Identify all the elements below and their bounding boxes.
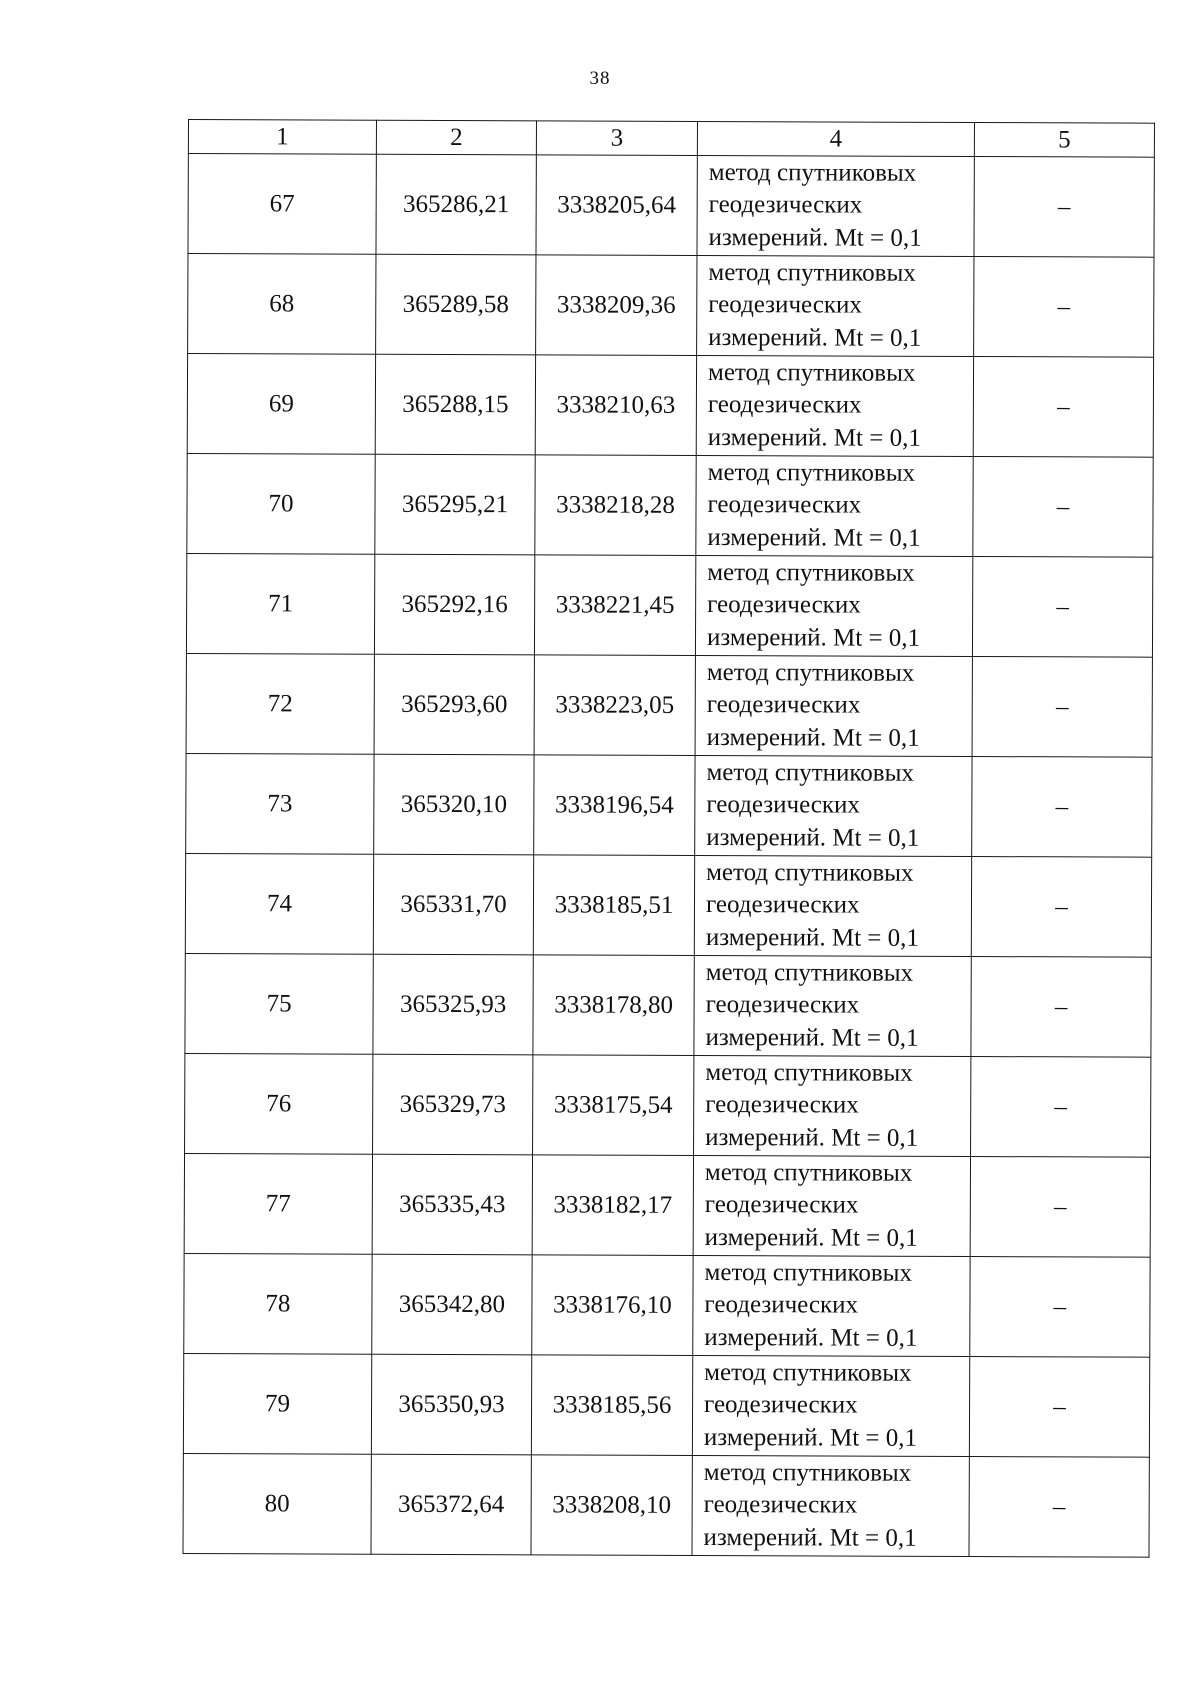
- table-row: [188, 254, 1154, 358]
- method-line: метод спутниковых: [706, 758, 914, 787]
- method-line: геодезических: [705, 1091, 859, 1119]
- method-cell: [693, 1255, 970, 1356]
- x-coordinate-cell: 365286,21: [376, 154, 536, 255]
- x-coordinate-cell: 365320,10: [374, 754, 534, 855]
- table-row: [186, 753, 1152, 857]
- y-coordinate-cell: 3338205,64: [536, 155, 697, 256]
- method-line: метод спутниковых: [707, 558, 915, 587]
- x-coordinate-cell: 365335,43: [372, 1154, 532, 1255]
- method-cell: [693, 1155, 970, 1256]
- y-coordinate-cell: 3338209,36: [536, 255, 697, 356]
- method-line: измерений. Mt = 0,1: [707, 423, 921, 452]
- x-coordinate-cell: 365331,70: [373, 854, 533, 955]
- x-coordinate-cell: 365325,93: [373, 954, 533, 1055]
- method-cell: [692, 1455, 969, 1556]
- point-number-cell: 76: [185, 1053, 373, 1154]
- method-line: геодезических: [707, 391, 862, 419]
- method-cell: [694, 955, 971, 1056]
- method-cell: [695, 755, 972, 856]
- method-cell: [694, 855, 971, 956]
- y-coordinate-cell: 3338182,17: [532, 1155, 693, 1256]
- column-header-3: 3: [536, 121, 697, 156]
- y-coordinate-cell: 3338185,56: [531, 1355, 692, 1456]
- method-line: метод спутниковых: [704, 1358, 912, 1387]
- x-coordinate-cell: 365295,21: [375, 454, 535, 555]
- point-number-cell: 69: [187, 354, 375, 455]
- method-line: метод спутниковых: [705, 1058, 913, 1087]
- method-line: метод спутниковых: [704, 1258, 913, 1287]
- table-row: [187, 354, 1153, 458]
- coordinates-table: [182, 119, 1155, 1558]
- method-line: измерений. Mt = 0,1: [703, 1523, 917, 1552]
- note-cell: –: [969, 1357, 1149, 1458]
- point-number-cell: 78: [184, 1253, 372, 1354]
- method-line: метод спутниковых: [705, 958, 914, 987]
- method-line: геодезических: [707, 491, 862, 519]
- method-line: геодезических: [707, 591, 861, 619]
- note-cell: –: [971, 1057, 1151, 1158]
- note-cell: –: [972, 557, 1152, 658]
- y-coordinate-cell: 3338210,63: [535, 355, 696, 456]
- method-line: метод спутниковых: [703, 1458, 912, 1487]
- method-line: измерений. Mt = 0,1: [707, 523, 921, 552]
- point-number-cell: 77: [184, 1153, 372, 1254]
- method-line: измерений. Mt = 0,1: [706, 623, 921, 652]
- note-cell: –: [969, 1457, 1149, 1558]
- table-row: [186, 553, 1152, 657]
- note-cell: –: [973, 457, 1153, 558]
- method-line: метод спутниковых: [707, 358, 916, 387]
- column-header-1: 1: [188, 120, 376, 155]
- method-line: измерений. Mt = 0,1: [705, 1123, 919, 1152]
- y-coordinate-cell: 3338175,54: [533, 1055, 694, 1156]
- method-line: геодезических: [706, 691, 861, 719]
- method-cell: [695, 655, 972, 756]
- y-coordinate-cell: 3338208,10: [531, 1455, 692, 1556]
- note-cell: –: [974, 257, 1154, 358]
- page-number: 38: [589, 68, 611, 89]
- method-line: метод спутниковых: [708, 158, 917, 187]
- y-coordinate-cell: 3338218,28: [535, 455, 696, 556]
- y-coordinate-cell: 3338178,80: [533, 955, 694, 1056]
- method-cell: [697, 255, 974, 356]
- note-cell: –: [971, 857, 1151, 958]
- note-cell: –: [970, 1257, 1150, 1358]
- x-coordinate-cell: 365292,16: [374, 554, 534, 655]
- method-line: измерений. Mt = 0,1: [708, 323, 922, 352]
- method-line: геодезических: [704, 1191, 859, 1219]
- table-row: [188, 154, 1154, 258]
- method-cell: [696, 355, 973, 456]
- y-coordinate-cell: 3338196,54: [534, 755, 695, 856]
- x-coordinate-cell: 365350,93: [371, 1354, 531, 1455]
- table-row: [186, 653, 1152, 757]
- table-row: [183, 1353, 1149, 1457]
- method-line: метод спутниковых: [704, 1158, 913, 1187]
- note-cell: –: [972, 657, 1152, 758]
- method-line: геодезических: [708, 191, 863, 219]
- point-number-cell: 70: [187, 453, 375, 554]
- y-coordinate-cell: 3338185,51: [533, 855, 694, 956]
- method-line: геодезических: [703, 1491, 858, 1519]
- method-line: измерений. Mt = 0,1: [708, 223, 922, 252]
- note-cell: –: [972, 757, 1152, 858]
- point-number-cell: 68: [188, 254, 376, 355]
- x-coordinate-cell: 365293,60: [374, 654, 534, 755]
- method-line: геодезических: [704, 1291, 859, 1319]
- note-cell: –: [973, 357, 1153, 458]
- table-row: [183, 1453, 1149, 1557]
- method-line: измерений. Mt = 0,1: [705, 1023, 919, 1052]
- method-line: измерений. Mt = 0,1: [704, 1323, 918, 1352]
- table-row: [185, 1053, 1151, 1157]
- x-coordinate-cell: 365329,73: [373, 1054, 533, 1155]
- x-coordinate-cell: 365289,58: [376, 254, 536, 355]
- x-coordinate-cell: 365288,15: [375, 354, 535, 455]
- point-number-cell: 75: [185, 953, 373, 1054]
- y-coordinate-cell: 3338221,45: [534, 555, 695, 656]
- column-header-2: 2: [376, 120, 536, 155]
- table-row: [187, 453, 1153, 557]
- method-line: измерений. Mt = 0,1: [703, 1423, 918, 1452]
- column-header-4: 4: [697, 121, 974, 156]
- note-cell: –: [970, 1157, 1150, 1258]
- table-row: [184, 1153, 1150, 1257]
- method-line: геодезических: [705, 991, 860, 1019]
- point-number-cell: 80: [183, 1453, 371, 1554]
- point-number-cell: 67: [188, 154, 376, 255]
- table-row: [185, 953, 1151, 1057]
- table-header: [188, 120, 1154, 158]
- table-row: [184, 1253, 1150, 1357]
- column-header-5: 5: [974, 123, 1154, 158]
- table-body: [183, 154, 1154, 1558]
- point-number-cell: 79: [183, 1353, 371, 1454]
- method-line: геодезических: [705, 891, 860, 919]
- method-line: метод спутниковых: [706, 658, 915, 687]
- method-line: измерений. Mt = 0,1: [705, 923, 919, 952]
- x-coordinate-cell: 365342,80: [372, 1254, 532, 1355]
- note-cell: –: [974, 157, 1154, 258]
- method-line: геодезических: [708, 291, 862, 319]
- method-cell: [692, 1355, 969, 1456]
- y-coordinate-cell: 3338176,10: [532, 1255, 693, 1356]
- method-line: геодезических: [704, 1391, 858, 1419]
- method-line: геодезических: [706, 791, 861, 819]
- table-row: [185, 853, 1151, 957]
- point-number-cell: 72: [186, 653, 374, 754]
- method-cell: [696, 455, 973, 556]
- method-cell: [694, 1055, 971, 1156]
- method-line: метод спутниковых: [706, 858, 914, 887]
- method-line: метод спутниковых: [708, 258, 916, 287]
- method-cell: [697, 155, 974, 256]
- point-number-cell: 74: [185, 853, 373, 954]
- y-coordinate-cell: 3338223,05: [534, 655, 695, 756]
- method-line: измерений. Mt = 0,1: [704, 1223, 918, 1252]
- method-line: измерений. Mt = 0,1: [706, 823, 920, 852]
- header-row: [188, 120, 1154, 158]
- method-cell: [695, 555, 972, 656]
- x-coordinate-cell: 365372,64: [371, 1454, 531, 1555]
- note-cell: –: [971, 957, 1151, 1058]
- point-number-cell: 71: [186, 553, 374, 654]
- method-line: метод спутниковых: [707, 458, 916, 487]
- method-line: измерений. Mt = 0,1: [706, 723, 920, 752]
- point-number-cell: 73: [186, 753, 374, 854]
